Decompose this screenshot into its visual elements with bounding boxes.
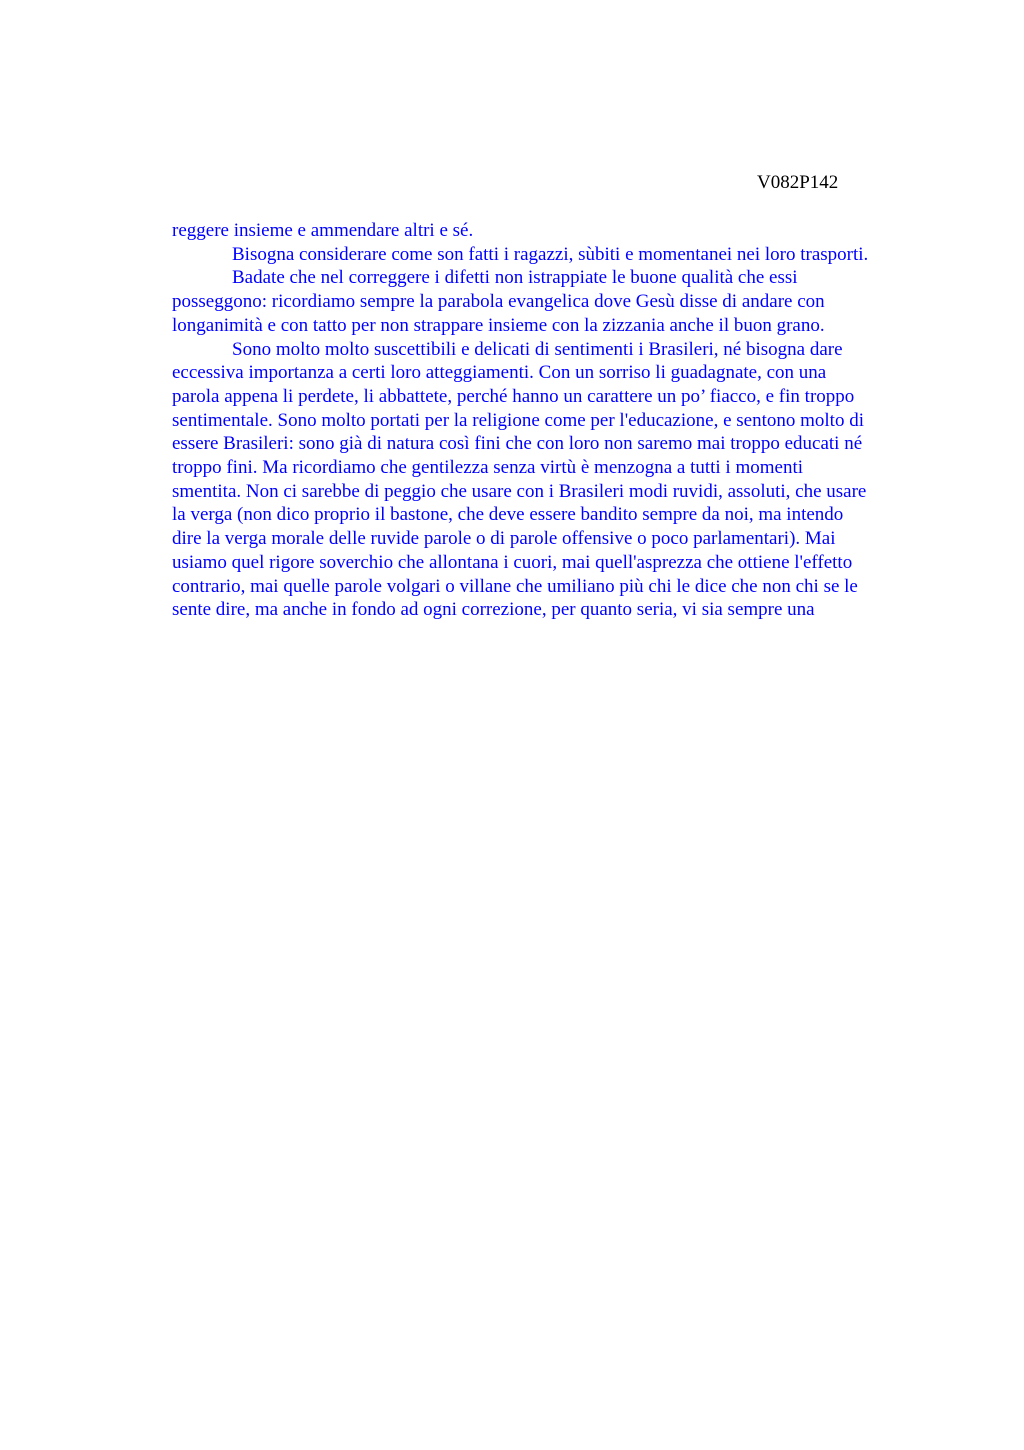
- text-line: la verga (non dico proprio il bastone, che deve essere bandito sempre da noi, ma intendo: [172, 504, 844, 526]
- paragraph-3: [172, 266, 934, 337]
- text-line: Badate che nel correggere i difetti non istrappiate le buone qualità che essi: [232, 267, 798, 289]
- text-line: Bisogna considerare come son fatti i ragazzi, sùbiti e momentanei nei loro trasporti.: [232, 243, 869, 265]
- paragraph-1: [172, 219, 934, 243]
- text-line: eccessiva importanza a certi loro atteggiamenti. Con un sorriso li guadagnate, con una: [172, 362, 827, 384]
- text-line: Sono molto molto suscettibili e delicati di sentimenti i Brasileri, né bisogna dare: [232, 338, 843, 360]
- text-line: essere Brasileri: sono già di natura così fini che con loro non saremo mai troppo educati né: [172, 433, 863, 455]
- text-line: troppo fini. Ma ricordiamo che gentilezza senza virtù è menzogna a tutti i momenti: [172, 457, 804, 479]
- text-line: contrario, mai quelle parole volgari o villane che umiliano più chi le dice che non chi se le: [172, 575, 858, 597]
- text-line: dire la verga morale delle ruvide parole o di parole offensive o poco parlamentari). Mai: [172, 528, 836, 550]
- text-line: smentita. Non ci sarebbe di peggio che usare con i Brasileri modi ruvidi, assoluti, che usare: [172, 480, 867, 502]
- body-text: [172, 219, 934, 622]
- paragraph-4: [172, 338, 934, 622]
- page-code: V082P142: [757, 172, 839, 193]
- text-line: sentimentale. Sono molto portati per la religione come per l'educazione, e sentono molto di: [172, 409, 864, 431]
- text-line: reggere insieme e ammendare altri e sé.: [172, 220, 474, 241]
- text-line: longanimità e con tatto per non strappare insieme con la zizzania anche il buon grano.: [172, 314, 825, 336]
- paragraph-2: [172, 243, 934, 267]
- text-line: sente dire, ma anche in fondo ad ogni correzione, per quanto seria, vi sia sempre una: [172, 599, 815, 621]
- text-line: usiamo quel rigore soverchio che allontana i cuori, mai quell'asprezza che ottiene l'effetto: [172, 551, 853, 573]
- text-line: parola appena li perdete, li abbattete, perché hanno un carattere un po’ fiacco, e fin troppo: [172, 385, 855, 407]
- text-line: posseggono: ricordiamo sempre la parabola evangelica dove Gesù disse di andare con: [172, 291, 825, 313]
